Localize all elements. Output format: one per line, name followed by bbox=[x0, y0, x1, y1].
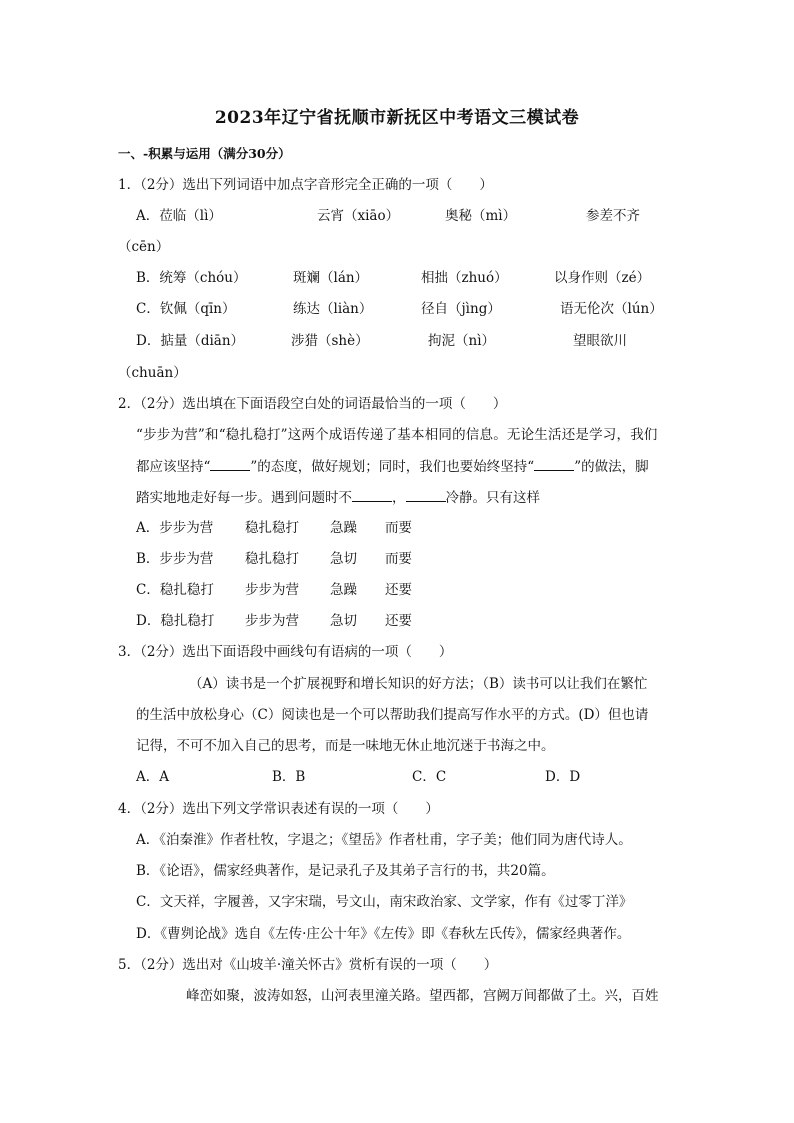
q4-option-d: D．《曹刿论战》选自《左传·庄公十年》《左传》即《春秋左氏传》，儒家经典著作。 bbox=[136, 926, 631, 942]
q1-option-a-3: 奥秘（mì） bbox=[445, 208, 517, 224]
q1-option-d-2: 涉猎（shè） bbox=[291, 333, 369, 349]
q2-option-b-2: 稳扎稳打 bbox=[245, 551, 299, 567]
q4-option-c: C．文天祥，字履善，又字宋瑞，号文山，南宋政治家、文学家，作有《过零丁洋》 bbox=[136, 894, 633, 910]
question-3-stem: 3．（2分）选出下面语段中画线句有语病的一项（ ） bbox=[118, 644, 453, 660]
q2-option-a-2: 稳扎稳打 bbox=[245, 520, 299, 536]
q2-option-c-3: 急躁 bbox=[330, 582, 357, 598]
q3-option-d: D．D bbox=[545, 769, 581, 785]
q1-option-d-wrap: （chuān） bbox=[118, 365, 187, 381]
q1-option-d-3: 拘泥（nì） bbox=[428, 333, 496, 349]
q2-passage-text: ”的态度，做好规划；同时，我们也要始终坚持“ bbox=[250, 459, 535, 475]
q3-option-b: B．B bbox=[272, 769, 306, 785]
q1-option-c-2: 练达（liàn） bbox=[293, 301, 373, 317]
q3-passage-line-1: （A）读书是一个扩展视野和增长知识的好方法；（B）读书可以让我们在繁忙 bbox=[189, 676, 648, 692]
q2-option-d-2: 步步为营 bbox=[245, 613, 299, 629]
question-2-stem: 2．（2分）选出填在下面语段空白处的词语最恰当的一项（ ） bbox=[118, 396, 507, 412]
q2-option-d-4: 还要 bbox=[385, 613, 412, 629]
q2-passage-text: 冷静。只有这样 bbox=[445, 490, 540, 506]
q2-option-c-2: 步步为营 bbox=[245, 582, 299, 598]
q2-passage-line-1: “步步为营”和“稳扎稳打”这两个成语传递了基本相同的信息。无论生活还是学习，我们 bbox=[136, 427, 658, 443]
q2-option-a-1: A．步步为营 bbox=[136, 520, 214, 536]
q1-option-a-2: 云宵（xiāo） bbox=[317, 208, 400, 224]
blank-2 bbox=[534, 457, 574, 471]
q1-option-b-1: B．统筹（chóu） bbox=[136, 270, 247, 286]
q5-passage-line-1: 峰峦如聚，波涛如怒，山河表里潼关路。望西都，宫阙万间都做了土。兴，百姓 bbox=[186, 988, 659, 1004]
q1-option-b-4: 以身作则（zé） bbox=[554, 270, 651, 286]
q1-option-a-wrap: （cēn） bbox=[118, 239, 170, 255]
q3-passage-line-3: 记得，不可不加入自己的思考，而是一味地无休止地沉迷于书海之中。 bbox=[136, 738, 555, 754]
q2-option-a-4: 而要 bbox=[385, 520, 412, 536]
q2-option-b-3: 急切 bbox=[330, 551, 357, 567]
section-heading: 一、-积累与运用（满分30分） bbox=[118, 146, 291, 161]
question-1-stem: 1．（2分）选出下列词语中加点字音形完全正确的一项（ ） bbox=[118, 177, 493, 193]
q1-option-d-1: D．掂量（diān） bbox=[136, 333, 245, 349]
q1-option-d-4: 望眼欲川 bbox=[573, 333, 627, 349]
q2-option-c-1: C．稳扎稳打 bbox=[136, 582, 214, 598]
q3-option-c: C．C bbox=[412, 769, 447, 785]
q2-option-b-1: B．步步为营 bbox=[136, 551, 214, 567]
q2-option-b-4: 而要 bbox=[385, 551, 412, 567]
q1-option-a-4: 参差不齐 bbox=[586, 208, 640, 224]
q3-passage-line-2: 的生活中放松身心（C）阅读也是一个可以帮助我们提高写作水平的方式。(D）但也请 bbox=[136, 707, 649, 723]
q1-option-b-3: 相拙（zhuó） bbox=[421, 270, 508, 286]
q4-option-a: A．《泊秦淮》作者杜牧，字退之；《望岳》作者杜甫，字子美；他们同为唐代诗人。 bbox=[136, 832, 632, 848]
q1-option-a-1: A．莅临（lì） bbox=[136, 208, 222, 224]
q2-passage-text: ”的做法，脚 bbox=[574, 459, 649, 475]
q2-passage-text: ， bbox=[392, 490, 406, 506]
question-5-stem: 5．（2分）选出对《山坡羊·潼关怀古》赏析有误的一项（ ） bbox=[118, 957, 498, 973]
q2-passage-line-2 bbox=[136, 457, 649, 476]
q1-option-c-4: 语无伦次（lún） bbox=[560, 301, 663, 317]
q3-option-a: A．A bbox=[136, 769, 169, 785]
q1-option-c-1: C．钦佩（qīn） bbox=[136, 301, 236, 317]
q4-option-b: B．《论语》，儒家经典著作，是记录孔子及其弟子言行的书，共20篇。 bbox=[136, 863, 555, 879]
q2-passage-text: 都应该坚持“ bbox=[136, 459, 211, 475]
page-title: 2023年辽宁省抚顺市新抚区中考语文三模试卷 bbox=[214, 108, 580, 128]
question-4-stem: 4．（2分）选出下列文学常识表述有误的一项（ ） bbox=[118, 801, 439, 817]
q2-passage-line-3 bbox=[136, 488, 540, 507]
q1-option-b-2: 斑斓（lán） bbox=[293, 270, 369, 286]
q2-option-d-1: D．稳扎稳打 bbox=[136, 613, 215, 629]
blank-3 bbox=[352, 488, 392, 502]
q2-passage-text: 踏实地地走好每一步。遇到问题时不 bbox=[136, 490, 352, 506]
blank-1 bbox=[210, 457, 250, 471]
q2-option-a-3: 急躁 bbox=[330, 520, 357, 536]
q1-option-c-3: 径自（jìng） bbox=[421, 301, 501, 317]
blank-4 bbox=[406, 488, 446, 502]
q2-option-c-4: 还要 bbox=[385, 582, 412, 598]
q2-option-d-3: 急切 bbox=[330, 613, 357, 629]
